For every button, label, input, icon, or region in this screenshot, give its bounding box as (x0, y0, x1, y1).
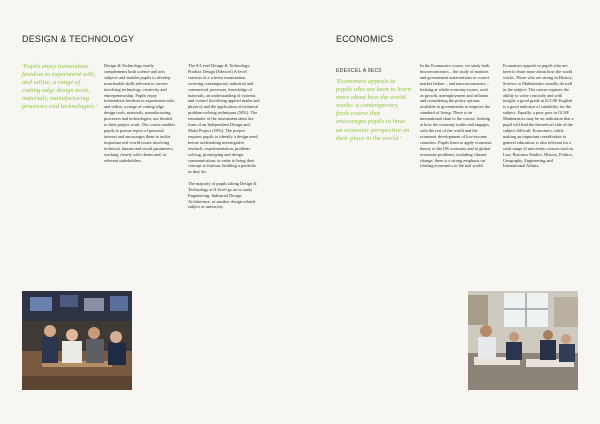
pull-quote: 'Economics appeals to pupils who are keen to learn more about how the world works: a contemporary, fresh course that encourages pupils to have an economic perspective on their place in the world.' (336, 78, 412, 142)
body-column-2 (188, 63, 260, 216)
page-title: ECONOMICS (336, 34, 394, 44)
paragraph: Design & Technology neatly complements both science and arts subjects and enables pupils to develop transferable skills relevant to careers involving technology, creativity and entrepreneurship. Pupils enjoy tremendous freedom to experiment with, and utilise, a range of cutting edge design tools, materials, manufacturing processes and technologies, not limited to their project work. The course enables pupils to pursue topics of personal interest and encourages them to tackle important real-world issues involving technical, human and social parameters, working closely with clients and/ or relevant stakeholders. (104, 63, 175, 163)
paragraph: In the Economics course, we study both microeconomics – the study of markets and government interventions to correct market failure – and macroeconomics – looking at whole economy issues, such as growth, unemployment and inflation and considering the policy options available to governments to improve the standard of living. There is an international slant to the course, looking at how the economy trades and engages with the rest of the world and the economic development of low-income countries. Pupils learn to apply economic theory to the UK economy and to global economic problems, including climate change; there is a strong emphasis on relating economics to the real world. (420, 63, 492, 169)
paragraph: The A-Level Design & Technology: Product Design (Edexcel) A-level consists of a written examination covering contemporary industrial and commercial processes, knowledge of materials, an understanding of systems and control (involving applied maths and physics) and the application of technical problem-solving techniques (50%). The remainder of the assessment takes the form of an Independent Design and Make Project (50%). The project requires pupils to identify a design need, before undertaking investigative research, experimentation, problem-solving, prototyping and design communication, in order to bring their concept to fruition, building a portfolio as they do. (188, 63, 260, 175)
paragraph: Economics appeals to pupils who are keen to learn more about how the world works. Those who are strong in History, Science or Mathematics usually do well in the subject. The course requires the ability to write concisely and with insight: a good grade in IGCSE English is a good indicator of suitability for the subject. Equally, a poor pass in GCSE Mathematics may be an indication that a pupil will find the theoretical side of the subject difficult. Economics, while making an important contribution to general education, is also relevant for a wide range of university courses such as Law, Business Studies, History, Politics, Geography, Engineering and International Affairs. (503, 63, 574, 169)
body-column-1 (420, 63, 492, 175)
right-page (300, 0, 600, 424)
classroom-photo (468, 291, 578, 390)
exam-board-code: EDEXCEL A 9EC0 (336, 68, 382, 74)
page-title: DESIGN & TECHNOLOGY (22, 34, 135, 44)
body-column-2 (503, 63, 575, 175)
paragraph: The majority of pupils taking Design & Technology at A-level go on to study Engineering, Industrial Design, Architecture, or another design-related subject at university. (188, 180, 257, 210)
workshop-photo (22, 291, 132, 390)
pull-quote: 'Pupils enjoy tremendous freedom to experiment with, and utilise, a range of cutting-edge design tools, materials, manufacturing processes and technologies.' (22, 63, 97, 111)
body-column-1 (104, 63, 176, 169)
